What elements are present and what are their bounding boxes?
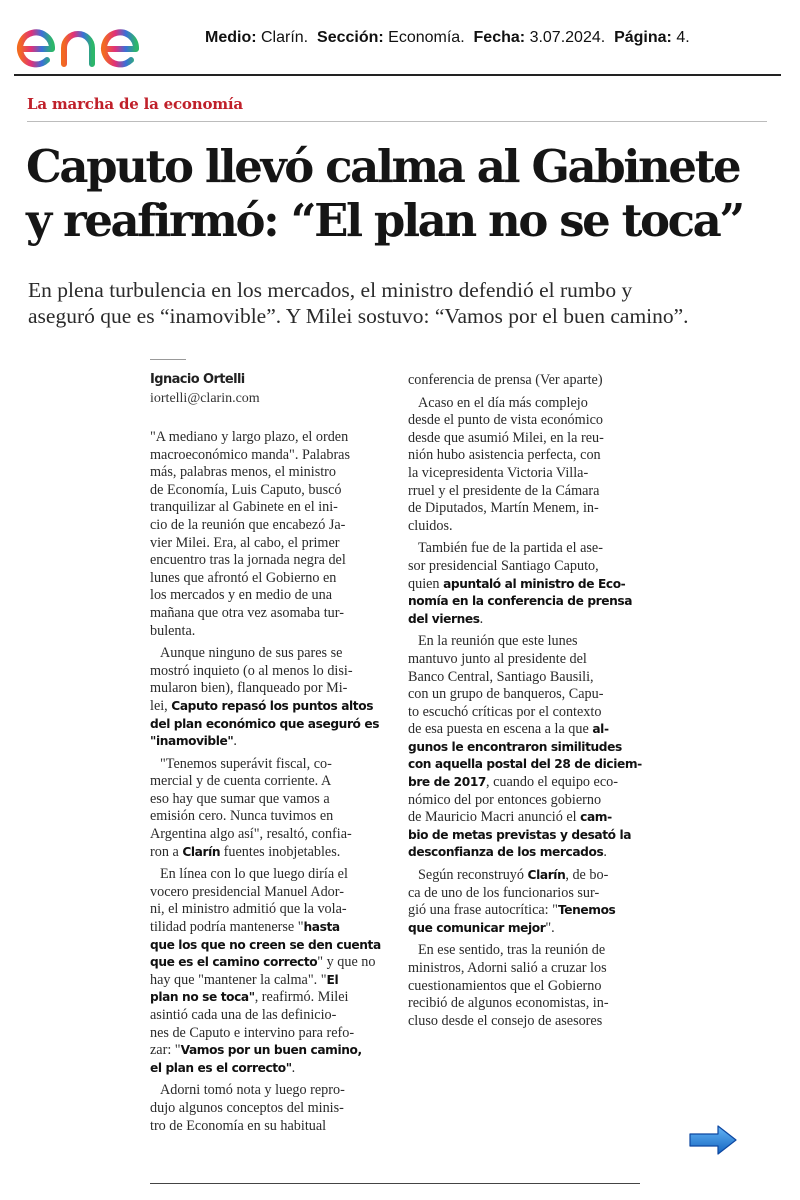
text-line bbox=[408, 651, 634, 669]
text-run: " y que no bbox=[317, 954, 376, 971]
text-line bbox=[150, 733, 376, 751]
bold-text: "inamovible" bbox=[150, 734, 234, 749]
text-line bbox=[408, 633, 634, 651]
text-run: lei, bbox=[150, 697, 172, 714]
text-run: ron a bbox=[150, 843, 183, 860]
text-line bbox=[408, 902, 634, 920]
text-line bbox=[150, 499, 376, 517]
bold-text: Clarín bbox=[182, 844, 221, 859]
text-run: la vicepresidenta Victoria Villa- bbox=[408, 464, 589, 481]
text-line bbox=[408, 412, 634, 430]
text-run: . bbox=[479, 610, 484, 627]
text-line bbox=[150, 808, 376, 826]
text-run: to escuchó críticas por el contexto bbox=[408, 703, 602, 720]
text-line bbox=[408, 669, 634, 687]
article-paragraph bbox=[408, 372, 634, 390]
text-line bbox=[150, 517, 376, 535]
enel-logo bbox=[14, 8, 180, 70]
bold-text: desconfianza de los mercados bbox=[408, 845, 604, 860]
text-line bbox=[150, 570, 376, 588]
text-line bbox=[408, 827, 634, 845]
text-line bbox=[408, 518, 634, 536]
text-run: vocero presidencial Manuel Ador- bbox=[150, 883, 344, 900]
text-line bbox=[150, 884, 376, 902]
text-line bbox=[150, 919, 376, 937]
header-divider bbox=[14, 74, 781, 76]
deck-line: aseguró que es “inamovible”. Y Milei sostuvo: “Vamos por el buen camino”. bbox=[28, 304, 689, 328]
deck bbox=[28, 277, 778, 329]
text-run: encuentro tras la jornada negra del bbox=[150, 552, 346, 569]
text-line bbox=[408, 1013, 634, 1031]
seccion-value: Economía. bbox=[388, 29, 465, 46]
text-line bbox=[150, 901, 376, 919]
author-name: Ignacio Ortelli bbox=[150, 372, 245, 387]
text-line bbox=[408, 686, 634, 704]
text-line bbox=[150, 482, 376, 500]
text-line bbox=[150, 698, 376, 716]
text-run: ni, el ministro admitió que la vola- bbox=[150, 901, 347, 918]
text-run: Argentina algo así", resaltó, confia- bbox=[150, 826, 352, 843]
article-paragraph bbox=[150, 645, 380, 751]
medio-label: Medio: bbox=[205, 29, 257, 46]
text-line bbox=[408, 611, 634, 629]
text-line bbox=[408, 995, 634, 1013]
text-line bbox=[408, 576, 634, 594]
text-run: emisión cero. Nunca tuvimos en bbox=[150, 808, 334, 825]
bold-text: hasta bbox=[303, 920, 340, 935]
text-run: tranquilizar al Gabinete en el ini- bbox=[150, 499, 338, 516]
text-run: , de bo- bbox=[565, 867, 609, 884]
text-line bbox=[150, 972, 376, 990]
text-line bbox=[408, 809, 634, 827]
fecha-value: 3.07.2024. bbox=[529, 29, 606, 46]
bold-text: nomía en la conferencia de prensa bbox=[408, 594, 633, 609]
text-line bbox=[150, 756, 376, 774]
bold-text: Tenemos bbox=[557, 903, 616, 918]
text-run: eso hay que sumar que vamos a bbox=[150, 790, 330, 807]
text-run: mantuvo junto al presidente del bbox=[408, 650, 587, 667]
text-run: desde que asumió Milei, en la reu- bbox=[408, 429, 604, 446]
text-line bbox=[408, 885, 634, 903]
text-run: Aunque ninguno de sus pares se bbox=[160, 645, 343, 662]
text-line bbox=[408, 483, 634, 501]
text-run: También fue de la partida el ase- bbox=[418, 540, 603, 557]
text-line bbox=[408, 792, 634, 810]
text-line bbox=[408, 960, 634, 978]
bold-text: gunos le encontraron similitudes bbox=[408, 739, 622, 754]
bold-text: apuntaló al ministro de Eco- bbox=[443, 576, 626, 591]
text-line bbox=[408, 430, 634, 448]
text-line bbox=[150, 1007, 376, 1025]
text-run: gió una frase autocrítica: " bbox=[408, 902, 558, 919]
footer-divider bbox=[150, 1183, 640, 1184]
text-line bbox=[150, 716, 380, 734]
text-run: más, palabras menos, el ministro bbox=[150, 464, 336, 481]
article-paragraph bbox=[150, 1082, 376, 1135]
bold-text: con aquella postal del 28 de diciem- bbox=[408, 757, 642, 772]
article-column-right bbox=[408, 372, 642, 1035]
text-run: vier Milei. Era, al cabo, el primer bbox=[150, 534, 340, 551]
text-line bbox=[150, 680, 376, 698]
text-run: Según reconstruyó bbox=[418, 867, 528, 884]
text-run: zar: " bbox=[150, 1042, 181, 1059]
bold-text: el plan es el correcto" bbox=[150, 1060, 292, 1075]
bold-text: que los que no creen se den cuenta bbox=[150, 937, 381, 952]
text-line bbox=[150, 791, 376, 809]
text-run: cuestionamientos que el Gobierno bbox=[408, 977, 602, 994]
text-line bbox=[150, 1100, 376, 1118]
text-run: hay que "mantener la calma". " bbox=[150, 971, 327, 988]
text-run: desde el punto de vista económico bbox=[408, 412, 604, 429]
pagina-label: Página: bbox=[614, 29, 672, 46]
text-run: Acaso en el día más complejo bbox=[418, 394, 588, 411]
bold-text: El bbox=[326, 972, 339, 987]
text-line bbox=[150, 447, 376, 465]
bold-text: del viernes bbox=[408, 611, 480, 626]
text-line bbox=[150, 1025, 376, 1043]
article-paragraph bbox=[408, 540, 634, 628]
text-run: nómico del por entonces gobierno bbox=[408, 791, 602, 808]
text-line bbox=[408, 704, 634, 722]
text-run: . bbox=[233, 733, 237, 750]
bold-text: al- bbox=[592, 722, 609, 737]
text-line bbox=[150, 552, 376, 570]
press-clipping-metadata bbox=[205, 29, 690, 47]
text-line bbox=[408, 593, 634, 611]
text-run: conferencia de prensa (Ver aparte) bbox=[408, 372, 603, 388]
text-line bbox=[408, 756, 642, 774]
bold-text: que es el camino correcto bbox=[150, 955, 318, 970]
text-line bbox=[150, 1118, 376, 1136]
text-run: fuentes inobjetables. bbox=[220, 843, 341, 860]
bold-text: Vamos por un buen camino, bbox=[180, 1043, 362, 1058]
article-paragraph bbox=[408, 867, 634, 937]
article-paragraph bbox=[150, 866, 381, 1077]
text-line bbox=[408, 942, 634, 960]
article-paragraph bbox=[150, 429, 376, 640]
text-run: En la reunión que este lunes bbox=[418, 633, 578, 650]
text-line bbox=[150, 954, 376, 972]
section-divider bbox=[27, 121, 767, 122]
text-run: bulenta. bbox=[150, 622, 196, 639]
text-line bbox=[408, 739, 634, 757]
author-email: iortelli@clarin.com bbox=[150, 391, 260, 406]
article-paragraph bbox=[408, 633, 642, 862]
text-line bbox=[408, 920, 634, 938]
text-line bbox=[150, 1042, 376, 1060]
text-line bbox=[150, 429, 376, 447]
article-paragraph bbox=[408, 395, 634, 536]
fecha-label: Fecha: bbox=[473, 29, 526, 46]
pagina-value: 4. bbox=[676, 29, 690, 46]
byline-divider bbox=[150, 359, 186, 360]
bold-text: que comunicar mejor bbox=[408, 920, 546, 935]
text-run: ". bbox=[545, 919, 555, 936]
text-run: de esa puesta en escena a la que bbox=[408, 721, 593, 738]
text-line bbox=[150, 1060, 376, 1078]
deck-line: En plena turbulencia en los mercados, el ministro defendió el rumbo y bbox=[28, 278, 633, 302]
text-line bbox=[408, 867, 634, 885]
article-paragraph bbox=[150, 756, 376, 862]
text-run: ministros, Adorni salió a cruzar los bbox=[408, 960, 607, 976]
headline-line: Caputo llevó calma al Gabinete bbox=[26, 140, 740, 193]
text-run: cio de la reunión que encabezó Ja- bbox=[150, 516, 346, 533]
text-line bbox=[408, 500, 634, 518]
text-line bbox=[150, 535, 376, 553]
headline-line: y reafirmó: “El plan no se toca” bbox=[26, 194, 743, 247]
article-paragraph bbox=[408, 942, 634, 1030]
bold-text: Clarín bbox=[527, 868, 566, 883]
section-label: La marcha de la economía bbox=[27, 95, 243, 113]
text-run: rruel y el presidente de la Cámara bbox=[408, 482, 600, 499]
text-line bbox=[408, 372, 634, 390]
text-run: sor presidencial Santiago Caputo, bbox=[408, 557, 599, 574]
text-run: macroeconómico manda". Palabras bbox=[150, 446, 351, 463]
text-line bbox=[408, 395, 634, 413]
text-run: ca de uno de los funcionarios sur- bbox=[408, 884, 600, 901]
bold-text: del plan económico que aseguró es bbox=[150, 716, 380, 731]
text-run: nión hubo asistencia perfecta, con bbox=[408, 447, 601, 464]
medio-value: Clarín. bbox=[261, 29, 309, 46]
text-line bbox=[150, 826, 376, 844]
text-run: , cuando el equipo eco- bbox=[486, 774, 618, 791]
text-line bbox=[408, 465, 634, 483]
text-run: mostró inquieto (o al menos lo disi- bbox=[150, 662, 353, 679]
text-run: Adorni tomó nota y luego repro- bbox=[160, 1082, 345, 1099]
text-line bbox=[408, 558, 634, 576]
text-run: mañana que otra vez asomaba tur- bbox=[150, 604, 344, 621]
text-run: En ese sentido, tras la reunión de bbox=[418, 942, 606, 959]
text-run: cluidos. bbox=[408, 517, 453, 534]
text-line bbox=[150, 773, 376, 791]
text-line bbox=[150, 605, 376, 623]
text-line bbox=[408, 721, 634, 739]
text-run: dujo algunos conceptos del minis- bbox=[150, 1099, 344, 1116]
text-run: . bbox=[291, 1059, 296, 1076]
text-run: recibió de algunos economistas, in- bbox=[408, 995, 609, 1012]
text-line bbox=[150, 464, 376, 482]
text-line bbox=[150, 623, 376, 641]
text-run: "A mediano y largo plazo, el orden bbox=[150, 429, 349, 445]
text-run: de Economía, Luis Caputo, buscó bbox=[150, 481, 342, 498]
right-arrow-icon[interactable] bbox=[688, 1124, 738, 1156]
text-line bbox=[150, 663, 376, 681]
text-run: nes de Caputo e intervino para refo- bbox=[150, 1024, 355, 1041]
text-run: , reafirmó. Milei bbox=[254, 989, 349, 1006]
text-run: En línea con lo que luego diría el bbox=[160, 866, 348, 883]
text-line bbox=[150, 1082, 376, 1100]
text-run: Banco Central, Santiago Bausili, bbox=[408, 668, 594, 685]
text-line bbox=[408, 774, 634, 792]
text-run: de Diputados, Martín Menem, in- bbox=[408, 500, 599, 517]
text-run: quien bbox=[408, 575, 444, 592]
text-run: "Tenemos superávit fiscal, co- bbox=[160, 755, 332, 772]
text-run: cluso desde el consejo de asesores bbox=[408, 1012, 603, 1029]
text-run: asintió cada una de las definicio- bbox=[150, 1007, 337, 1023]
text-run: lunes que afrontó el Gobierno en bbox=[150, 569, 337, 586]
text-line bbox=[150, 937, 381, 955]
text-run: tro de Economía en su habitual bbox=[150, 1117, 327, 1134]
text-line bbox=[408, 844, 634, 862]
text-run: mularon bien), flanqueado por Mi- bbox=[150, 680, 348, 697]
article-column-left bbox=[150, 429, 381, 1140]
bold-text: cam- bbox=[580, 810, 612, 825]
bold-text: plan no se toca" bbox=[150, 990, 255, 1005]
bold-text: bre de 2017 bbox=[408, 775, 486, 790]
text-run: tilidad podría mantenerse " bbox=[150, 919, 304, 936]
headline bbox=[26, 140, 786, 248]
text-run: de Mauricio Macri anunció el bbox=[408, 809, 581, 826]
text-line bbox=[408, 978, 634, 996]
text-run: mercial y de cuenta corriente. A bbox=[150, 773, 332, 790]
bold-text: Caputo repasó los puntos altos bbox=[171, 698, 374, 713]
text-line bbox=[150, 844, 376, 862]
text-line bbox=[150, 989, 376, 1007]
text-run: los mercados y en medio de una bbox=[150, 587, 333, 604]
text-run: . bbox=[603, 844, 607, 861]
text-line bbox=[408, 540, 634, 558]
bold-text: bio de metas previstas y desató la bbox=[408, 827, 632, 842]
text-line bbox=[150, 645, 376, 663]
text-run: con un grupo de banqueros, Capu- bbox=[408, 686, 604, 703]
text-line bbox=[150, 587, 376, 605]
text-line bbox=[408, 447, 634, 465]
seccion-label: Sección: bbox=[317, 29, 384, 46]
text-line bbox=[150, 866, 376, 884]
